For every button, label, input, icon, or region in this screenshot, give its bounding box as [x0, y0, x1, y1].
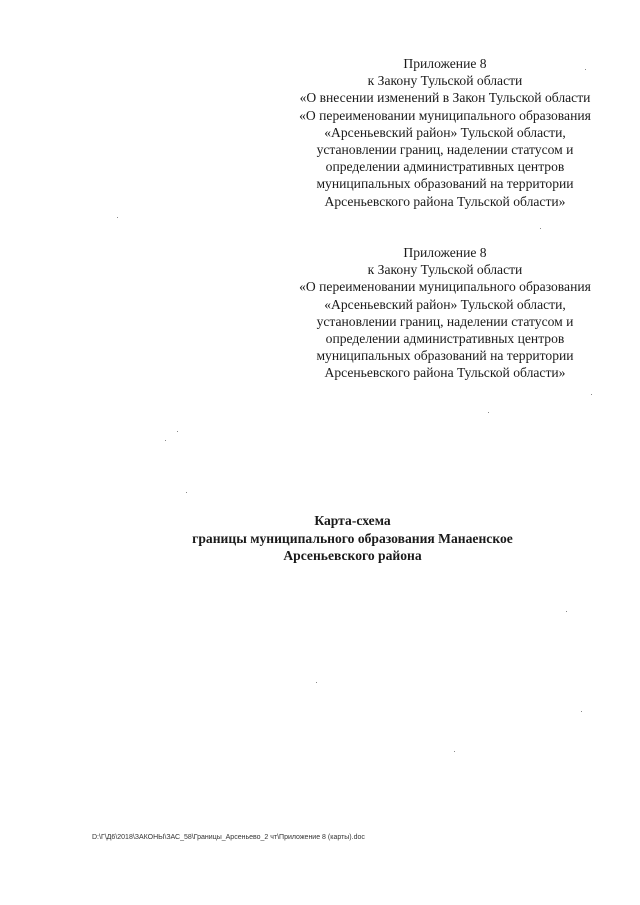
scan-speck — [186, 492, 187, 493]
appendix-line: «О переименовании муниципального образования — [299, 279, 591, 295]
map-title — [100, 512, 605, 565]
scan-speck — [540, 228, 541, 229]
scan-speck — [117, 217, 118, 218]
scan-speck — [316, 682, 317, 683]
scan-speck — [591, 394, 592, 395]
appendix-line: Приложение 8 — [403, 245, 487, 260]
appendix-line: к Закону Тульской области — [367, 73, 523, 89]
scan-speck — [177, 431, 178, 432]
appendix-line: «О внесении изменений в Закон Тульской области — [299, 90, 591, 106]
appendix-line: «Арсеньевский район» Тульской области, — [324, 124, 566, 140]
scan-speck — [165, 440, 166, 441]
appendix-line: Приложение 8 — [403, 56, 487, 71]
file-path-footer: D:\Г\Д6\2018\ЗАКОНЫ\ЗАС_58\Границы_Арсеньево_2 чт\Приложение 8 (карты).doc — [92, 834, 365, 841]
appendix-line: муниципальных образований на территории — [316, 348, 574, 364]
scan-speck — [488, 412, 489, 413]
appendix-line: к Закону Тульской области — [367, 262, 523, 278]
appendix-line: «Арсеньевский район» Тульской области, — [324, 296, 566, 312]
map-title-line: Арсеньевского района — [283, 548, 422, 563]
appendix-line: установлении границ, наделении статусом и — [316, 313, 574, 329]
appendix-line: Арсеньевского района Тульской области» — [324, 365, 566, 381]
scan-speck — [581, 711, 582, 712]
scan-speck — [566, 611, 567, 612]
appendix-line: «О переименовании муниципального образования — [299, 107, 591, 123]
appendix-line: установлении границ, наделении статусом и — [316, 142, 574, 158]
map-title-line: границы муниципального образования Манаенское — [192, 530, 513, 546]
scan-speck — [585, 69, 586, 70]
appendix-line: Арсеньевского района Тульской области» — [324, 193, 566, 209]
appendix-line: определении административных центров — [325, 331, 565, 347]
appendix-header-original — [270, 244, 620, 382]
appendix-line: муниципальных образований на территории — [316, 176, 574, 192]
appendix-header-amended — [270, 55, 620, 210]
scan-speck — [454, 751, 455, 752]
appendix-line: определении административных центров — [325, 159, 565, 175]
map-title-line: Карта-схема — [314, 513, 391, 528]
